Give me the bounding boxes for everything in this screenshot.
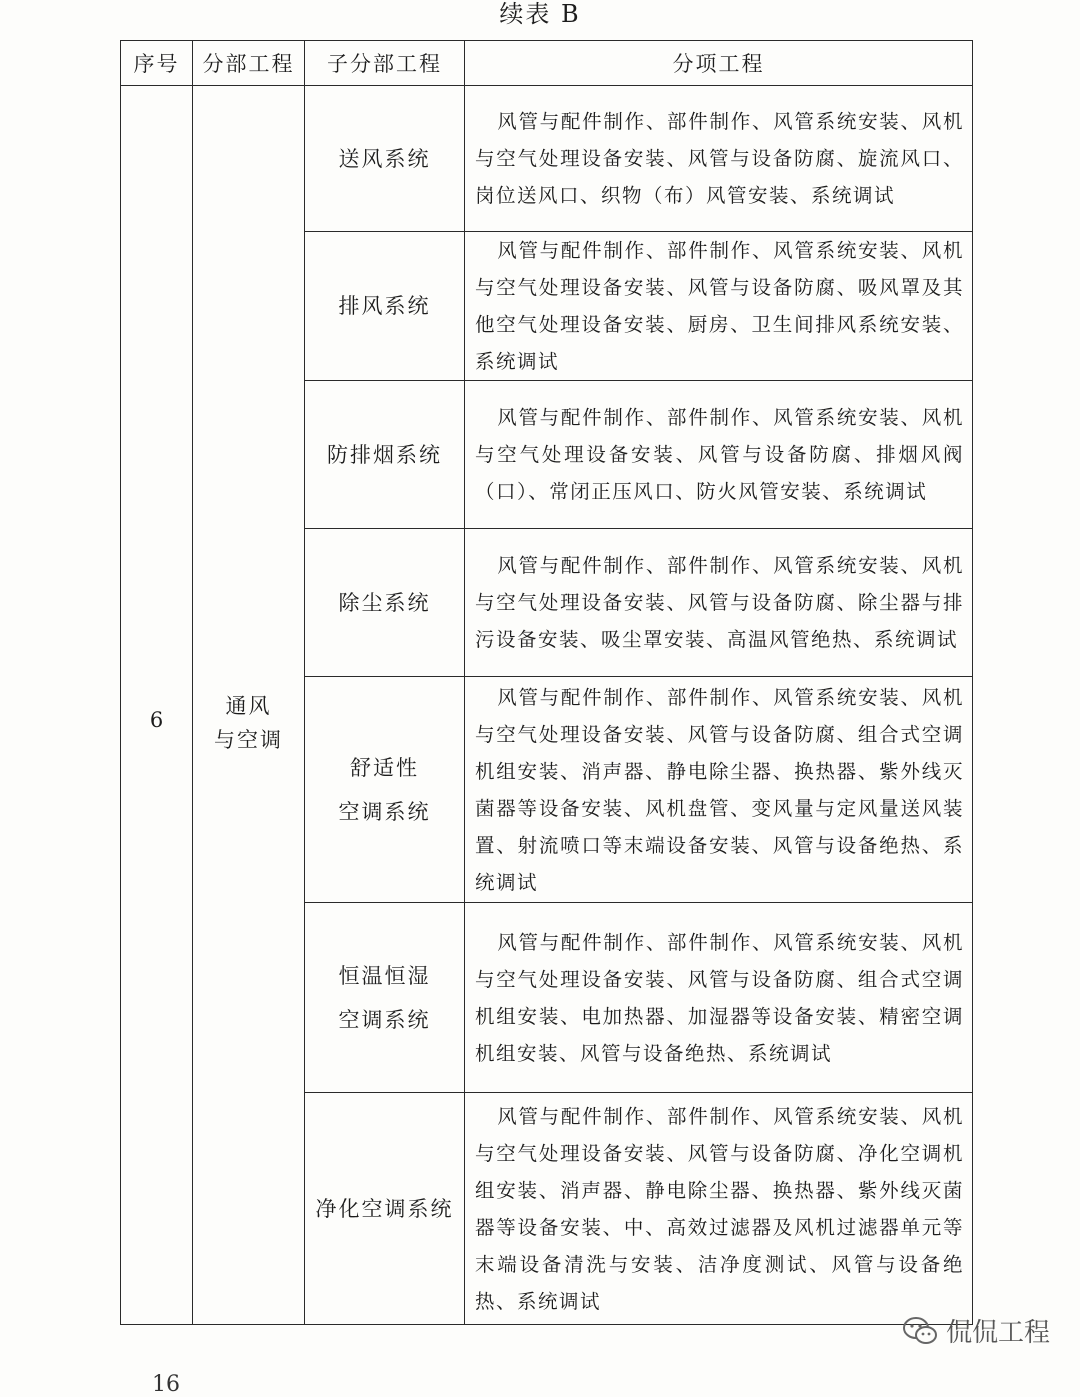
division-cell: [193, 86, 305, 1325]
table-caption: 续表 B: [499, 0, 581, 28]
items-cell: [465, 529, 973, 677]
items-cell: [465, 1093, 973, 1325]
header-division: 分部工程: [193, 41, 305, 86]
subdivision-label: 空调系统: [338, 1007, 431, 1032]
watermark: [902, 1312, 1050, 1349]
subdivision-label: 排风系统: [338, 294, 431, 318]
division-line: 与空调: [214, 727, 283, 752]
items-text: 风管与配件制作、部件制作、风管系统安装、风机与空气处理设备安装、风管与设备防腐、除尘器与排污设备安装、吸尘罩安装、高温风管绝热、系统调试: [475, 554, 964, 651]
watermark-text: 侃侃工程: [946, 1318, 1051, 1348]
subdivision-cell: [305, 86, 465, 232]
subdivision-cell: [305, 381, 465, 529]
items-text: 风管与配件制作、部件制作、风管系统安装、风机与空气处理设备安装、风管与设备防腐、组合式空调机组安装、电加热器、加湿器等设备安装、精密空调机组安装、风管与设备绝热、系统调试: [475, 930, 964, 1065]
subdivision-label: 空调系统: [338, 799, 431, 824]
items-cell: [465, 381, 973, 529]
subdivision-cell: [305, 232, 465, 381]
items-cell: [465, 677, 973, 903]
subdivision-label: 净化空调系统: [315, 1196, 454, 1221]
subdivision-cell: [305, 529, 465, 677]
page-number: 16: [152, 1372, 180, 1397]
items-text: 风管与配件制作、部件制作、风管系统安装、风机与空气处理设备安装、风管与设备防腐、净化空调机组安装、消声器、静电除尘器、换热器、紫外线灭菌器等设备安装、中、高效过滤器及风机过滤器单元等末端设备清洗与安装、洁净度测试、风管与设备绝热、系统调试: [475, 1104, 964, 1313]
items-text: 风管与配件制作、部件制作、风管系统安装、风机与空气处理设备安装、风管与设备防腐、排烟风阀（口）、常闭正压风口、防火风管安装、系统调试: [475, 406, 964, 503]
items-text: 风管与配件制作、部件制作、风管系统安装、风机与空气处理设备安装、风管与设备防腐、旋流风口、岗位送风口、织物（布）风管安装、系统调试: [475, 110, 964, 207]
subdivision-cell: [305, 903, 465, 1093]
subdivision-label: 送风系统: [338, 146, 431, 171]
items-text: 风管与配件制作、部件制作、风管系统安装、风机与空气处理设备安装、风管与设备防腐、吸风罩及其他空气处理设备安装、厨房、卫生间排风系统安装、系统调试: [475, 239, 964, 373]
header-row: [121, 41, 973, 86]
header-items: 分项工程: [465, 41, 973, 86]
items-cell: [465, 903, 973, 1093]
subdivision-label: 舒适性: [350, 755, 419, 780]
table-row: [121, 86, 973, 232]
wechat-icon: [902, 1316, 938, 1346]
subdivision-label: 除尘系统: [338, 590, 431, 615]
header-subdivision: 子分部工程: [305, 41, 465, 86]
items-cell: [465, 86, 973, 232]
header-seq: 序号: [121, 41, 193, 86]
division-table: [120, 40, 973, 1325]
subdivision-cell: [305, 1093, 465, 1325]
subdivision-cell: [305, 677, 465, 903]
items-text: 风管与配件制作、部件制作、风管系统安装、风机与空气处理设备安装、风管与设备防腐、组合式空调机组安装、消声器、静电除尘器、换热器、紫外线灭菌器等设备安装、风机盘管、变风量与定风量送风装置、射流喷口等末端设备安装、风管与设备绝热、系统调试: [475, 685, 964, 894]
division-line: 通风: [225, 693, 272, 718]
seq-cell: 6: [121, 86, 193, 1325]
subdivision-label: 恒温恒湿: [338, 963, 431, 988]
items-cell: [465, 232, 973, 381]
subdivision-label: 防排烟系统: [327, 442, 442, 467]
